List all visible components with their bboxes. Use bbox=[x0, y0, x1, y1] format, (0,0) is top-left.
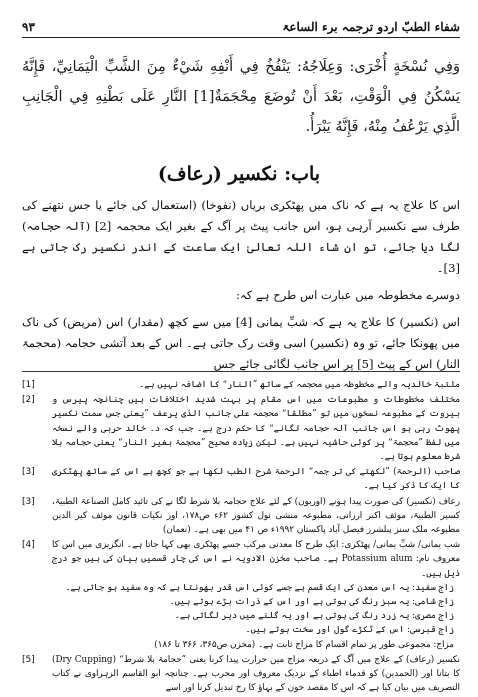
arabic-passage: وَفِي نُسْخَةٍ أُخْرَى: وَعِلَاجُهُ: يَنْفُخُ فِي أَنْفِهِ شَيْءٌ مِنَ الشَّبِّ الْيَمَانِيِّ، فَإِنَّهُ يَسْكُنُ فِي الْوَقْتِ، بَعْدَ أَنْ تُوضَعَ مِحْجَمَةٌ[1] النَّارِ عَلَى بَطْنِهِ فِي الْجَانِبِ الَّذِي يَرْعُفُ مِنْهُ، فَإِنَّهُ يَبْرَأُ. bbox=[22, 59, 461, 135]
urdu-body bbox=[22, 195, 460, 381]
footnote-divider bbox=[22, 371, 460, 372]
page-number: ۹۳ bbox=[22, 20, 35, 34]
page-header bbox=[22, 14, 460, 38]
body-paragraph: اس (نکسیر) کا علاج یہ ہے کہ شبِّ یمانی [4] میں سے کچھ (مقدار) اس (مریض) کی ناک میں پھونکا جائے، تو وہ (نکسیر) اسی وقت رک جاتی ہے۔ اس کے بعد آتشی حجامہ (محجمۃ النار) اس کے پیٹ [5] پر اس جانب لگائی جائے جس bbox=[22, 315, 460, 371]
footnote-text: ملتبۃ خالدیہ والے مخطوطہ میں محجمہ کے ساتھ ”النار“ کا اضافہ نہیں ہے۔ bbox=[139, 380, 460, 390]
footnote-number: [3] bbox=[22, 496, 35, 507]
footnote-text bbox=[44, 538, 460, 652]
footnote-sub-item: زاج مصری: یہ زرد رنگ کی ہوتی ہے اور یہ گلنے میں دیر لگاتی ہے۔ bbox=[174, 611, 454, 622]
running-title: شفاء الطبّ اردو ترجمہ برء الساعۃ bbox=[282, 20, 460, 34]
footnote bbox=[22, 653, 460, 696]
footnote-number: [2] bbox=[22, 395, 35, 406]
body-paragraph: دوسرے مخطوطہ میں عبارت اس طرح ہے کہ: bbox=[236, 288, 460, 302]
chapter-title: باب: نکسیر (رعاف) bbox=[157, 163, 321, 185]
footnote bbox=[22, 495, 460, 538]
body-paragraph: اس کا علاج یہ ہے کہ ناک میں پھٹکری بریاں (نفوخا) (استعمال کی جائے یا جس نتھنے کی طرف سے نکسیر آرہی ہو، اس جانب پیٹ پر آگ کے بغیر ایک محجمہ [2] (آلہ حجامہ) لگا دیا جائے، تو ان شاء اللہ تعالیٰ ایک ساعت کے اندر نکسیر رک جاتی ہے [3]۔ bbox=[22, 198, 460, 275]
footnote-number: [1] bbox=[22, 380, 35, 390]
footnote-number: [4] bbox=[22, 540, 35, 551]
footnote bbox=[22, 538, 460, 652]
footnote-text: صاحب (الرحمۃ) ”لکھتے کی تر جمہ“ الرحمۃ شرح الطب لکھا ہے جو کچھ ہے اس کے ساتھ پھٹکری کا ایک کا ذکر کیا ہے۔ bbox=[52, 467, 460, 492]
footnote-text: نکسیر (رعاف) کے علاج میں آگ کے ذریعہ مزاج میں حرارت پیدا کرنا یعنی ”حجامۃ بلا شرط“ (Dry Cupping) کا بتانا اور (الحمدین) کو قدماء اطباء کے نزدیک معروف اور مجرب ہے۔ چنانچہ ابو القاسم الزہراوی نے کتاب التصریف میں بیان کیا ہے کہ اس کا مقصد خون کے بہاؤ کا رخ تبدیل کرنا اور اسے bbox=[52, 654, 461, 694]
footnote bbox=[22, 393, 460, 464]
footnote bbox=[22, 378, 460, 392]
footnote-number: [5] bbox=[22, 654, 35, 665]
footnote-number: [3] bbox=[22, 467, 35, 478]
footnote-main: شب یمانی/ شبِّ یمانی/ پھٹکری: ایک طرح کا معدنی مرکب جسے پھٹکری بھی کہا جاتا ہے۔ انگریزی میں اس کا معروف نام: Potassium alum ہے۔ صاحب مخزن الادویہ نے اس کی چار قسمیں بیان کی ہیں جو درج ذیل ہیں۔ bbox=[52, 540, 460, 579]
footnote bbox=[22, 465, 460, 493]
footnote-sub-item: مزاج: مجموعی طور پر تمام اقسام کا مزاج ثابت ہے۔ (مخزن ص۳۶۵، ۳۶۶ تا ۱۸۶) bbox=[154, 639, 454, 650]
footnote-sub-item: زاج شامی: یہ سبز رنگ کی ہوتی ہے اور اس کے ذرات بڑے ہوتے ہیں۔ bbox=[169, 597, 454, 608]
footnotes bbox=[22, 378, 460, 696]
footnote-sub-item: زاج قبرسی: اس کے ٹکڑے گول اور سخت ہوتے ہیں۔ bbox=[245, 625, 454, 636]
footnote-text: رعاف (نکسیر) کی صورت پیدا ہونے (اوربون) کے لئے علاج حجامہ بلا شرط لگا نے کی تائید کامل الصناعۃ الطبیۃ، کسیر الطبیۃ، موئف اکبر ارزانی، مطبوعہ منشی نول کشور ۶۲ء ص۱۷۸، اور نکیات قانون موئف کیر الدین مطبوعہ ملک سنز پبلشرز فیصل آباد پاکستان ۱۹۹۲ء ص ۴۱ میں بھی ہے۔ (نعمان) bbox=[52, 496, 460, 536]
footnote-sub-item: زاج سفید: یہ اس معدن کی ایک قسم ہے جسے کوئی اس قدر بھونتا ہے کہ وہ سفید ہو جاتی ہے۔ bbox=[65, 582, 454, 593]
footnote-text: مختلف مخطوطات و مطبوعات میں اس مقام پر بہت شدید اختلافات ہیں چنانچہ پیرس و بیروت کے مطبوعہ نسخوں میں تو ”مطلقا“ محجمہ علی جانب الذی یرعف ”یعنی جس سمت نکسیر پھوٹ رہی ہو اس جانب آلہ حجامہ لگانے“ کا حکم درج ہے۔ جب کہ د۔ خالد حربی والے نسخہ میں لفظ ”محجمۃ“ پر کوئی حاشیہ نہیں ہے۔ لیکن زیادہ صحیح ”محجمۃ بغیر النار“ یعنی حجامہ بلا شرط معلوم ہوتا ہے۔ bbox=[52, 395, 460, 463]
